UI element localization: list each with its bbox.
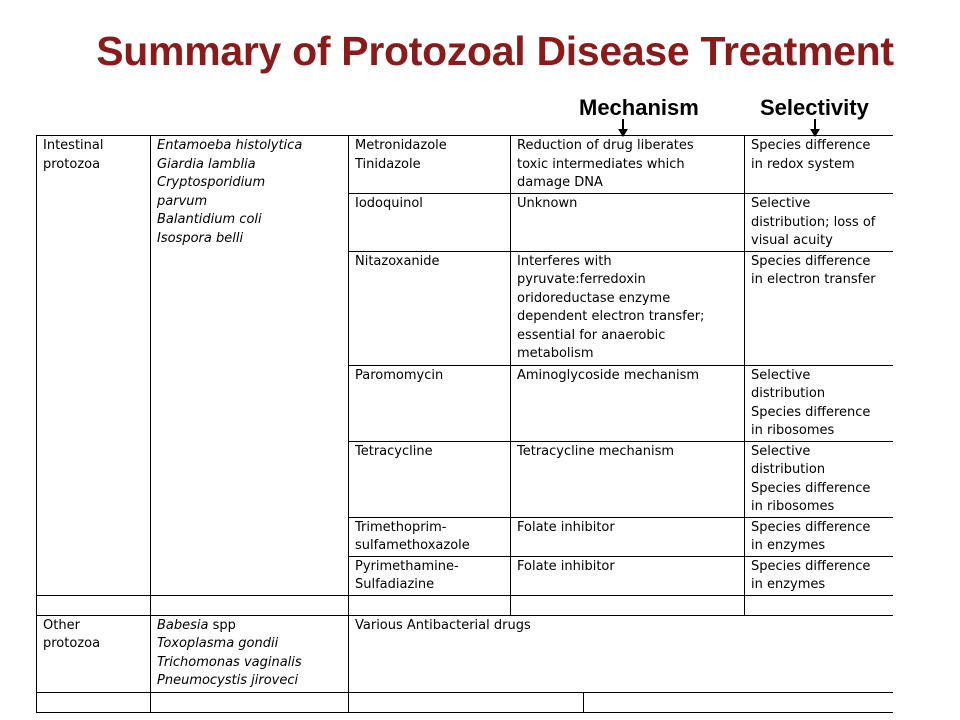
selectivity-text: Species difference [751,480,871,496]
page-title: Summary of Protozoal Disease Treatment [96,28,894,74]
drug-name: Paromomycin [355,367,444,383]
selectivity-cell [745,365,893,441]
selectivity-column-label: Selectivity [760,95,869,120]
group-label: Intestinal [43,138,104,153]
selectivity-text: in ribosomes [751,499,835,514]
selectivity-text: in redox system [751,156,855,172]
selectivity-text: Species difference [751,519,871,535]
mechanism-cell [511,251,745,365]
drug-name: Tinidazole [355,156,421,172]
mechanism-cell [511,441,745,517]
mechanism-cell [511,556,745,595]
drug-cell [349,441,511,517]
group-label: protozoa [43,636,101,651]
organism-name: Cryptosporidium [157,175,266,190]
drug-name: sulfamethoxazole [355,538,470,553]
selectivity-text: in enzymes [751,577,826,592]
table-row [37,136,893,194]
mechanism-text: Folate inhibitor [517,558,615,574]
empty-cell [37,595,151,615]
selectivity-text: Species difference [751,138,871,153]
table-row [37,692,893,712]
mechanism-cell [511,517,745,556]
empty-cell [349,692,584,712]
empty-cell [151,595,349,615]
table-row [37,615,893,692]
selectivity-text: distribution; loss of [751,214,876,230]
selectivity-text: Species difference [751,404,871,420]
mechanism-text: Interferes with [517,253,612,269]
drug-name: Pyrimethamine- [355,558,459,574]
drug-cell [349,517,511,556]
selectivity-cell [745,556,893,595]
organisms-cell [151,136,349,596]
selectivity-text: Selective [751,367,811,383]
drug-name: Tetracycline [355,443,433,459]
organism-name: parvum [157,193,208,209]
group-label-cell [37,136,151,596]
drugs-note-cell [349,615,893,692]
organism-name: Isospora belli [157,230,244,246]
group-label: Other [43,617,80,633]
drug-cell [349,136,511,194]
organism-name: Pneumocystis jiroveci [157,673,299,688]
selectivity-text: distribution [751,386,826,401]
treatment-table [36,135,893,713]
mechanism-text: Unknown [517,196,578,211]
drug-cell [349,194,511,252]
drug-name: Sulfadiazine [355,577,435,592]
selectivity-cell [745,194,893,252]
empty-cell [511,595,745,615]
mechanism-text: dependent electron transfer; [517,309,705,324]
drug-cell [349,556,511,595]
empty-cell [745,595,893,615]
mechanism-column-label: Mechanism [579,95,699,120]
selectivity-text: Species difference [751,253,871,269]
organism-name: Toxoplasma gondii [157,636,279,651]
empty-cell [584,692,893,712]
group-label-cell [37,615,151,692]
mechanism-text: Folate inhibitor [517,519,615,535]
selectivity-cell [745,136,893,194]
mechanism-text: oridoreductase enzyme [517,290,671,306]
drug-name: Nitazoxanide [355,253,440,269]
empty-cell [151,692,349,712]
selectivity-cell [745,517,893,556]
drug-name: Iodoquinol [355,196,423,211]
mechanism-text: Reduction of drug liberates [517,138,694,153]
empty-cell [37,692,151,712]
drug-name: Trimethoprim- [355,519,447,535]
organism-name: Babesia spp [157,617,236,633]
selectivity-text: in electron transfer [751,272,876,287]
table-row [37,595,893,615]
selectivity-text: Species difference [751,558,871,574]
mechanism-text: Tetracycline mechanism [517,443,675,459]
mechanism-text: Aminoglycoside mechanism [517,367,700,383]
selectivity-text: Selective [751,443,811,459]
drug-cell [349,365,511,441]
selectivity-cell [745,251,893,365]
organism-name: Giardia lamblia [157,156,256,172]
selectivity-text: in enzymes [751,538,826,553]
selectivity-text: distribution [751,462,826,477]
mechanism-cell [511,136,745,194]
group-label: protozoa [43,156,101,172]
organisms-cell [151,615,349,692]
mechanism-cell [511,194,745,252]
empty-cell [349,595,511,615]
mechanism-text: toxic intermediates which [517,156,685,172]
selectivity-text: visual acuity [751,233,833,248]
mechanism-text: damage DNA [517,175,603,190]
drug-name: Metronidazole [355,138,447,153]
mechanism-text: pyruvate:ferredoxin [517,272,646,287]
organism-name: Balantidium coli [157,212,262,227]
selectivity-cell [745,441,893,517]
selectivity-text: in ribosomes [751,423,835,438]
drugs-note: Various Antibacterial drugs [355,617,531,633]
drug-cell [349,251,511,365]
mechanism-cell [511,365,745,441]
organism-name: Trichomonas vaginalis [157,654,302,670]
mechanism-text: metabolism [517,346,594,361]
mechanism-text: essential for anaerobic [517,327,666,343]
organism-name: Entamoeba histolytica [157,138,303,153]
selectivity-text: Selective [751,196,811,211]
